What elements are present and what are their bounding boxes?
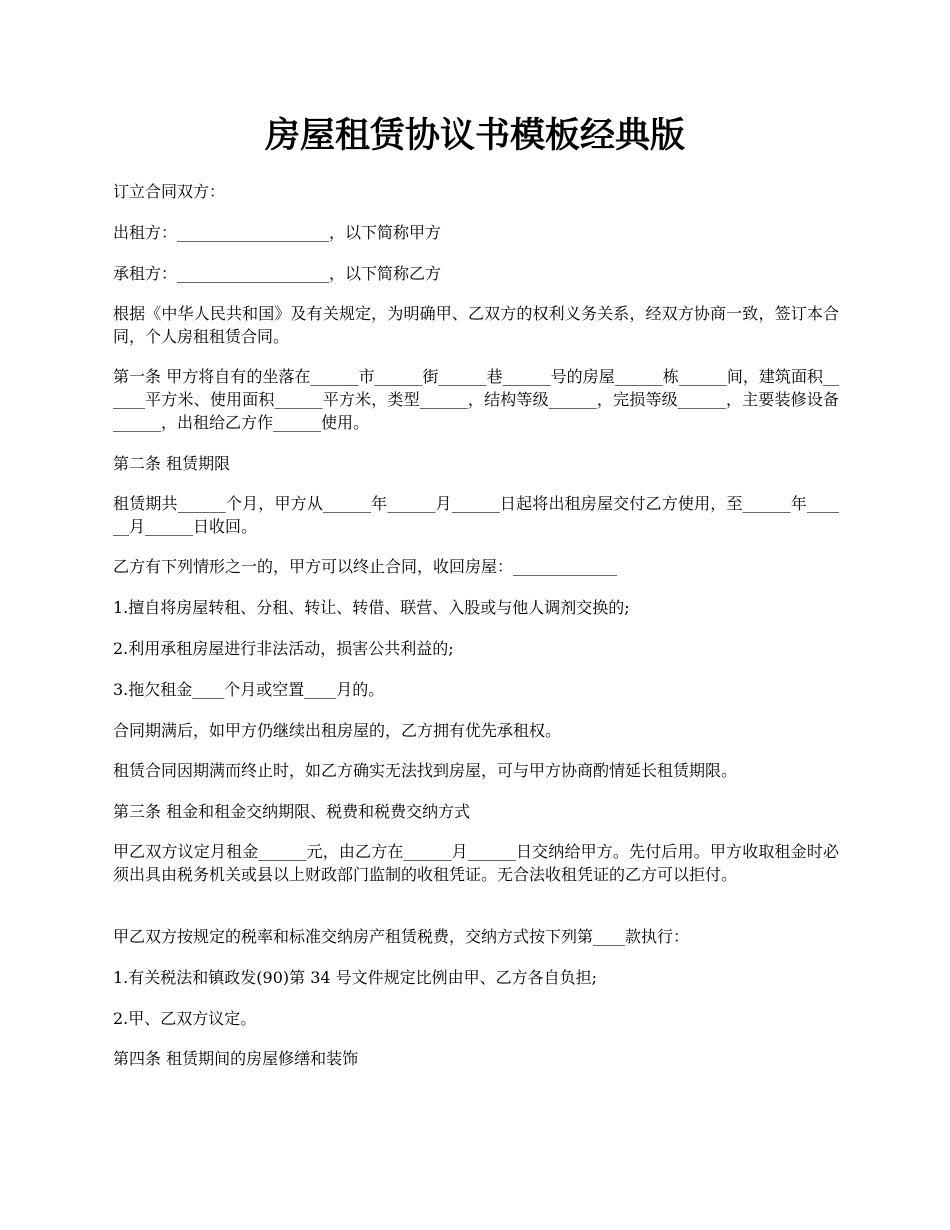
preamble-paragraph: 根据《中华人民共和国》及有关规定，为明确甲、乙双方的权利义务关系，经双方协商一致，签订本合同，个人房租租赁合同。 [113, 304, 839, 346]
tax-item-2: 2.甲、乙双方议定。 [113, 1009, 257, 1028]
termination-item-1: 1.擅自将房屋转租、分租、转让、转借、联营、入股或与他人调剂交换的; [113, 598, 630, 617]
lessor-line: 出租方：___________________，以下简称甲方 [113, 223, 442, 242]
article-4-heading: 第四条 租赁期间的房屋修缮和装饰 [113, 1049, 359, 1068]
article-3-heading: 第三条 租金和租金交纳期限、税费和税费交纳方式 [113, 802, 471, 821]
rent-paragraph: 甲乙双方议定月租金______元，由乙方在______月______日交纳给甲方。先付后用。甲方收取租金时必须出具由税务机关或县以上财政部门监制的收租凭证。无合法收租凭证的乙方可以拒付。 [113, 842, 839, 884]
termination-paragraph: 乙方有下列情形之一的，甲方可以终止合同，收回房屋：_____________ [113, 557, 618, 576]
tax-item-1: 1.有关税法和镇政发(90)第 34 号文件规定比例由甲、乙方各自负担; [113, 968, 598, 987]
renewal-paragraph: 合同期满后，如甲方仍继续出租房屋的，乙方拥有优先承租权。 [113, 721, 562, 740]
termination-item-2: 2.利用承租房屋进行非法活动，损害公共利益的; [113, 639, 454, 658]
parties-heading: 订立合同双方： [113, 182, 226, 201]
article-2-heading: 第二条 租赁期限 [113, 454, 231, 473]
document-title: 房屋租赁协议书模板经典版 [264, 115, 685, 156]
article-1-paragraph: 第一条 甲方将自有的坐落在______市______街______巷______号的房屋______栋______间，建筑面积______平方米、使用面积______平方米，类型______，结构等级______，完损等级______，主要装修设备______，出租给乙方作______使用。 [113, 367, 839, 432]
tax-paragraph: 甲乙双方按规定的税率和标准交纳房产租赁税费，交纳方式按下列第____款执行： [113, 927, 690, 946]
lessee-line: 承租方：___________________，以下简称乙方 [113, 264, 442, 283]
extension-paragraph: 租赁合同因期满而终止时，如乙方确实无法找到房屋，可与甲方协商酌情延长租赁期限。 [113, 761, 738, 780]
lease-term-paragraph: 租赁期共______个月，甲方从______年______月______日起将出租房屋交付乙方使用，至______年______月______日收回。 [113, 494, 839, 536]
termination-item-3: 3.拖欠租金____个月或空置____月的。 [113, 680, 385, 699]
